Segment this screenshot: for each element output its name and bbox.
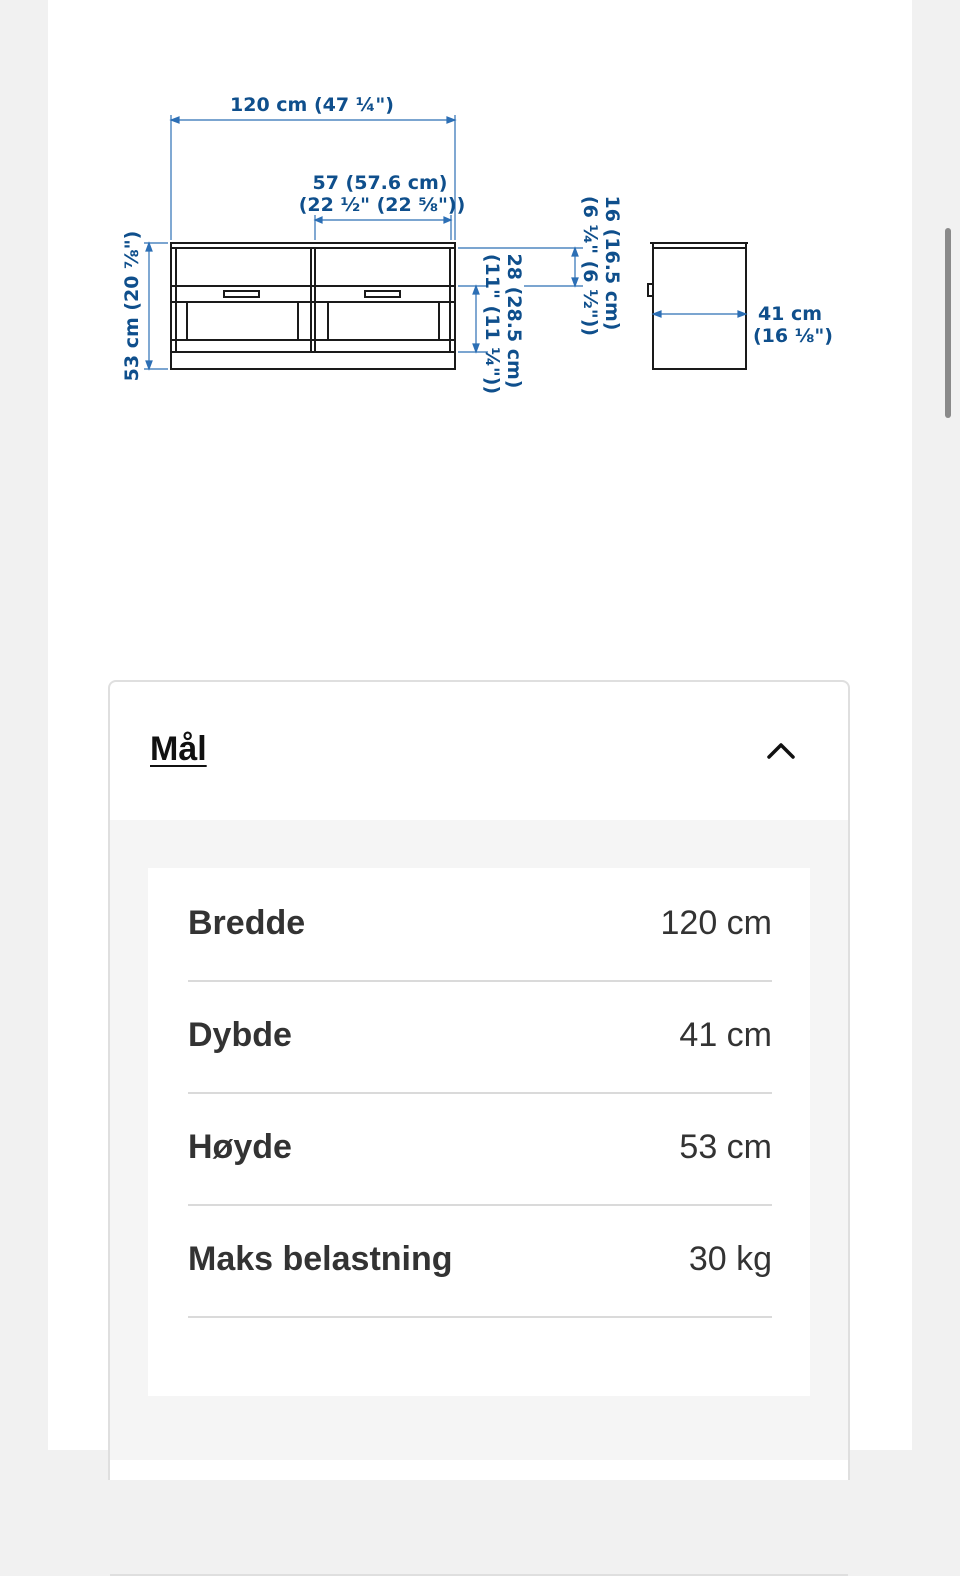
row-value: 120 cm	[660, 904, 772, 942]
row-value: 53 cm	[679, 1128, 772, 1166]
front-view	[171, 243, 455, 369]
table-row	[188, 868, 772, 982]
table-row	[188, 980, 772, 1094]
drawer-height-label-2: (6 ¼" (6 ½"))	[579, 195, 601, 337]
depth-label-2: (16 ⅛")	[753, 325, 833, 347]
row-label: Dybde	[188, 1016, 292, 1054]
accordion-body	[110, 820, 848, 1460]
row-label: Bredde	[188, 904, 306, 942]
row-label: Maks belastning	[188, 1240, 453, 1278]
scrollbar-thumb[interactable]	[945, 228, 951, 418]
side-view	[648, 243, 748, 369]
side-outline	[653, 243, 746, 369]
table-row	[188, 1204, 772, 1318]
bench-outline	[171, 243, 455, 369]
accordion-title[interactable]: Mål	[150, 730, 207, 768]
chevron-up-icon[interactable]	[766, 738, 796, 762]
depth-label-1: 41 cm	[757, 303, 823, 325]
accordion-header[interactable]	[110, 682, 848, 820]
table-row	[188, 1092, 772, 1206]
open-height-label-2: (11" (11 ¼"))	[481, 253, 503, 395]
dimensions-table	[148, 868, 810, 1396]
open-height-label-1: 28 (28.5 cm)	[503, 253, 525, 389]
row-label: Høyde	[188, 1128, 292, 1166]
width-total-label: 120 cm (47 ¼")	[230, 94, 394, 116]
drawer-handle-left	[224, 291, 259, 297]
dimension-drawing	[48, 0, 912, 620]
height-total-label: 53 cm (20 ⅞")	[121, 230, 143, 382]
dimensions-accordion	[108, 680, 850, 1480]
product-page	[48, 0, 912, 1450]
row-value: 41 cm	[679, 1016, 772, 1054]
dimension-drawing-svg	[48, 0, 912, 620]
drawer-handle-right	[365, 291, 400, 297]
row-value: 30 kg	[688, 1240, 772, 1278]
drawer-height-label-1: 16 (16.5 cm)	[601, 195, 623, 331]
drawer-width-label-1: 57 (57.6 cm)	[312, 172, 448, 194]
drawer-width-label-2: (22 ½" (22 ⅝"))	[298, 194, 466, 216]
